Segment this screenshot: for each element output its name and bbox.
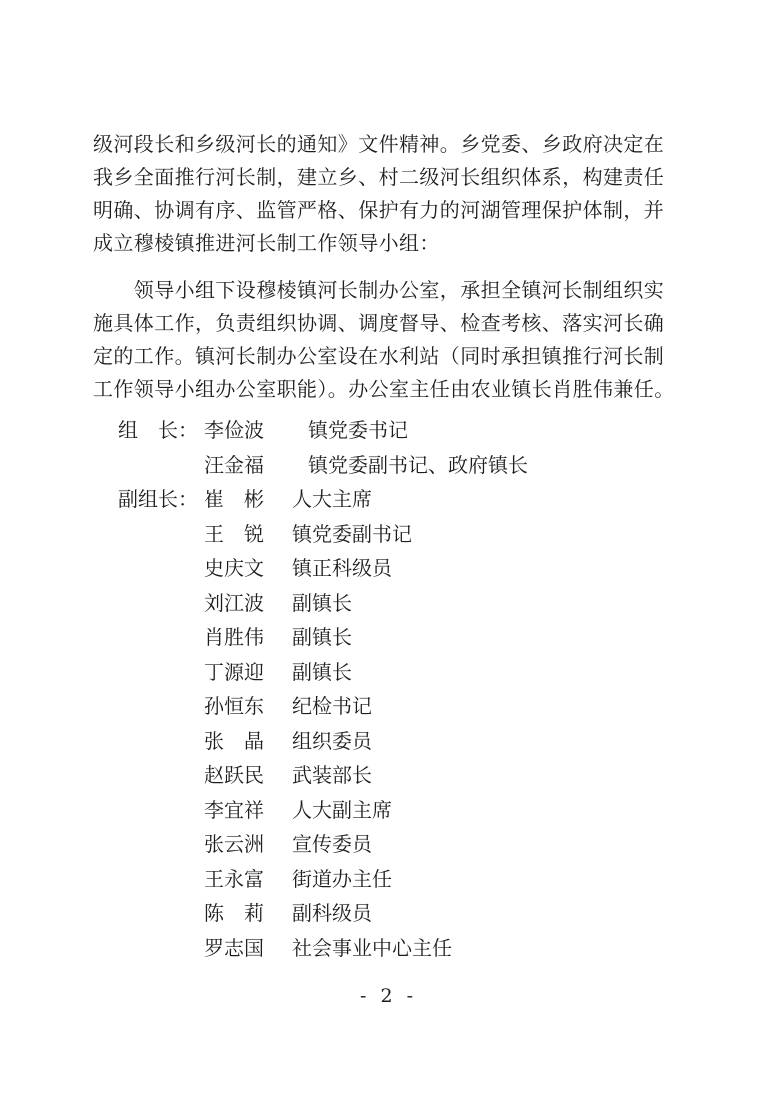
roster-row-deputy (0, 655, 777, 690)
member-name: 赵跃民 (204, 763, 264, 787)
paragraph-line: 施具体工作，负责组织协调、调度督导、检查考核、落实河长确 (93, 311, 665, 335)
page-number: - 2 - (359, 985, 417, 1007)
member-title: 人大主席 (292, 487, 372, 511)
member-name: 张 晶 (204, 728, 264, 753)
member-name: 史庆文 (204, 556, 264, 580)
roster-row-deputy (0, 689, 777, 724)
paragraph-line: 定的工作。镇河长制办公室设在水利站（同时承担镇推行河长制 (93, 344, 665, 368)
roster-row-deputy (0, 482, 777, 517)
member-title: 镇党委副书记 (292, 521, 412, 546)
member-title: 镇正科级员 (292, 556, 392, 580)
member-title: 副镇长 (292, 625, 352, 649)
roster-row-deputy (0, 724, 777, 759)
body-paragraph-1 (93, 128, 693, 260)
member-name: 孙恒东 (204, 694, 264, 718)
paragraph-line: 明确、协调有序、监管严格、保护有力的河湖管理保护体制，并 (93, 198, 665, 222)
member-name: 王 锐 (204, 521, 264, 546)
paragraph-line: 成立穆棱镇推进河长制工作领导小组： (93, 231, 440, 255)
member-name: 罗志国 (204, 935, 264, 960)
paragraph-line: 我乡全面推行河长制，建立乡、村二级河长组织体系，构建责任 (93, 165, 665, 189)
roster-row-leader (0, 448, 777, 483)
roster-row-deputy (0, 586, 777, 621)
member-title: 镇党委书记 (308, 418, 408, 442)
member-title: 武装部长 (292, 763, 372, 787)
roster-row-deputy (0, 758, 777, 793)
member-name: 丁源迎 (204, 659, 264, 684)
member-title: 副镇长 (292, 590, 352, 615)
member-name: 王永富 (204, 866, 264, 891)
roster-row-deputy (0, 862, 777, 897)
member-name: 肖胜伟 (204, 625, 264, 649)
leadership-roster (0, 413, 777, 965)
member-name: 李俭波 (204, 418, 264, 442)
paragraph-line: 领导小组下设穆棱镇河长制办公室，承担全镇河长制组织实 (93, 278, 665, 302)
member-name: 刘江波 (204, 590, 264, 615)
paragraph-line: 工作领导小组办公室职能）。办公室主任由农业镇长肖胜伟兼任。 (93, 377, 675, 401)
roster-row-deputy (0, 551, 777, 586)
member-title: 组织委员 (292, 728, 372, 753)
member-title: 纪检书记 (292, 694, 372, 718)
member-name: 陈 莉 (204, 901, 264, 925)
member-title: 街道办主任 (292, 866, 392, 891)
member-name: 李宜祥 (204, 797, 264, 822)
member-title: 宣传委员 (292, 832, 372, 856)
roster-row-deputy (0, 517, 777, 552)
member-title: 社会事业中心主任 (292, 935, 452, 960)
member-name: 张云洲 (204, 832, 264, 856)
role-label-deputy: 副组长： (118, 487, 198, 511)
roster-row-leader (0, 413, 777, 448)
member-title: 副科级员 (292, 901, 372, 925)
member-name: 崔 彬 (204, 487, 264, 511)
member-title: 人大副主席 (292, 797, 392, 822)
roster-row-deputy (0, 620, 777, 655)
roster-row-deputy (0, 827, 777, 862)
paragraph-line: 级河段长和乡级河长的通知》文件精神。乡党委、乡政府决定在 (93, 132, 665, 156)
body-paragraph-2 (93, 274, 693, 406)
roster-row-deputy (0, 931, 777, 966)
member-title: 镇党委副书记、政府镇长 (308, 452, 528, 477)
member-title: 副镇长 (292, 659, 352, 684)
roster-row-deputy (0, 793, 777, 828)
role-label-leader: 组 长： (118, 418, 198, 442)
roster-row-deputy (0, 896, 777, 931)
member-name: 汪金福 (204, 452, 264, 477)
